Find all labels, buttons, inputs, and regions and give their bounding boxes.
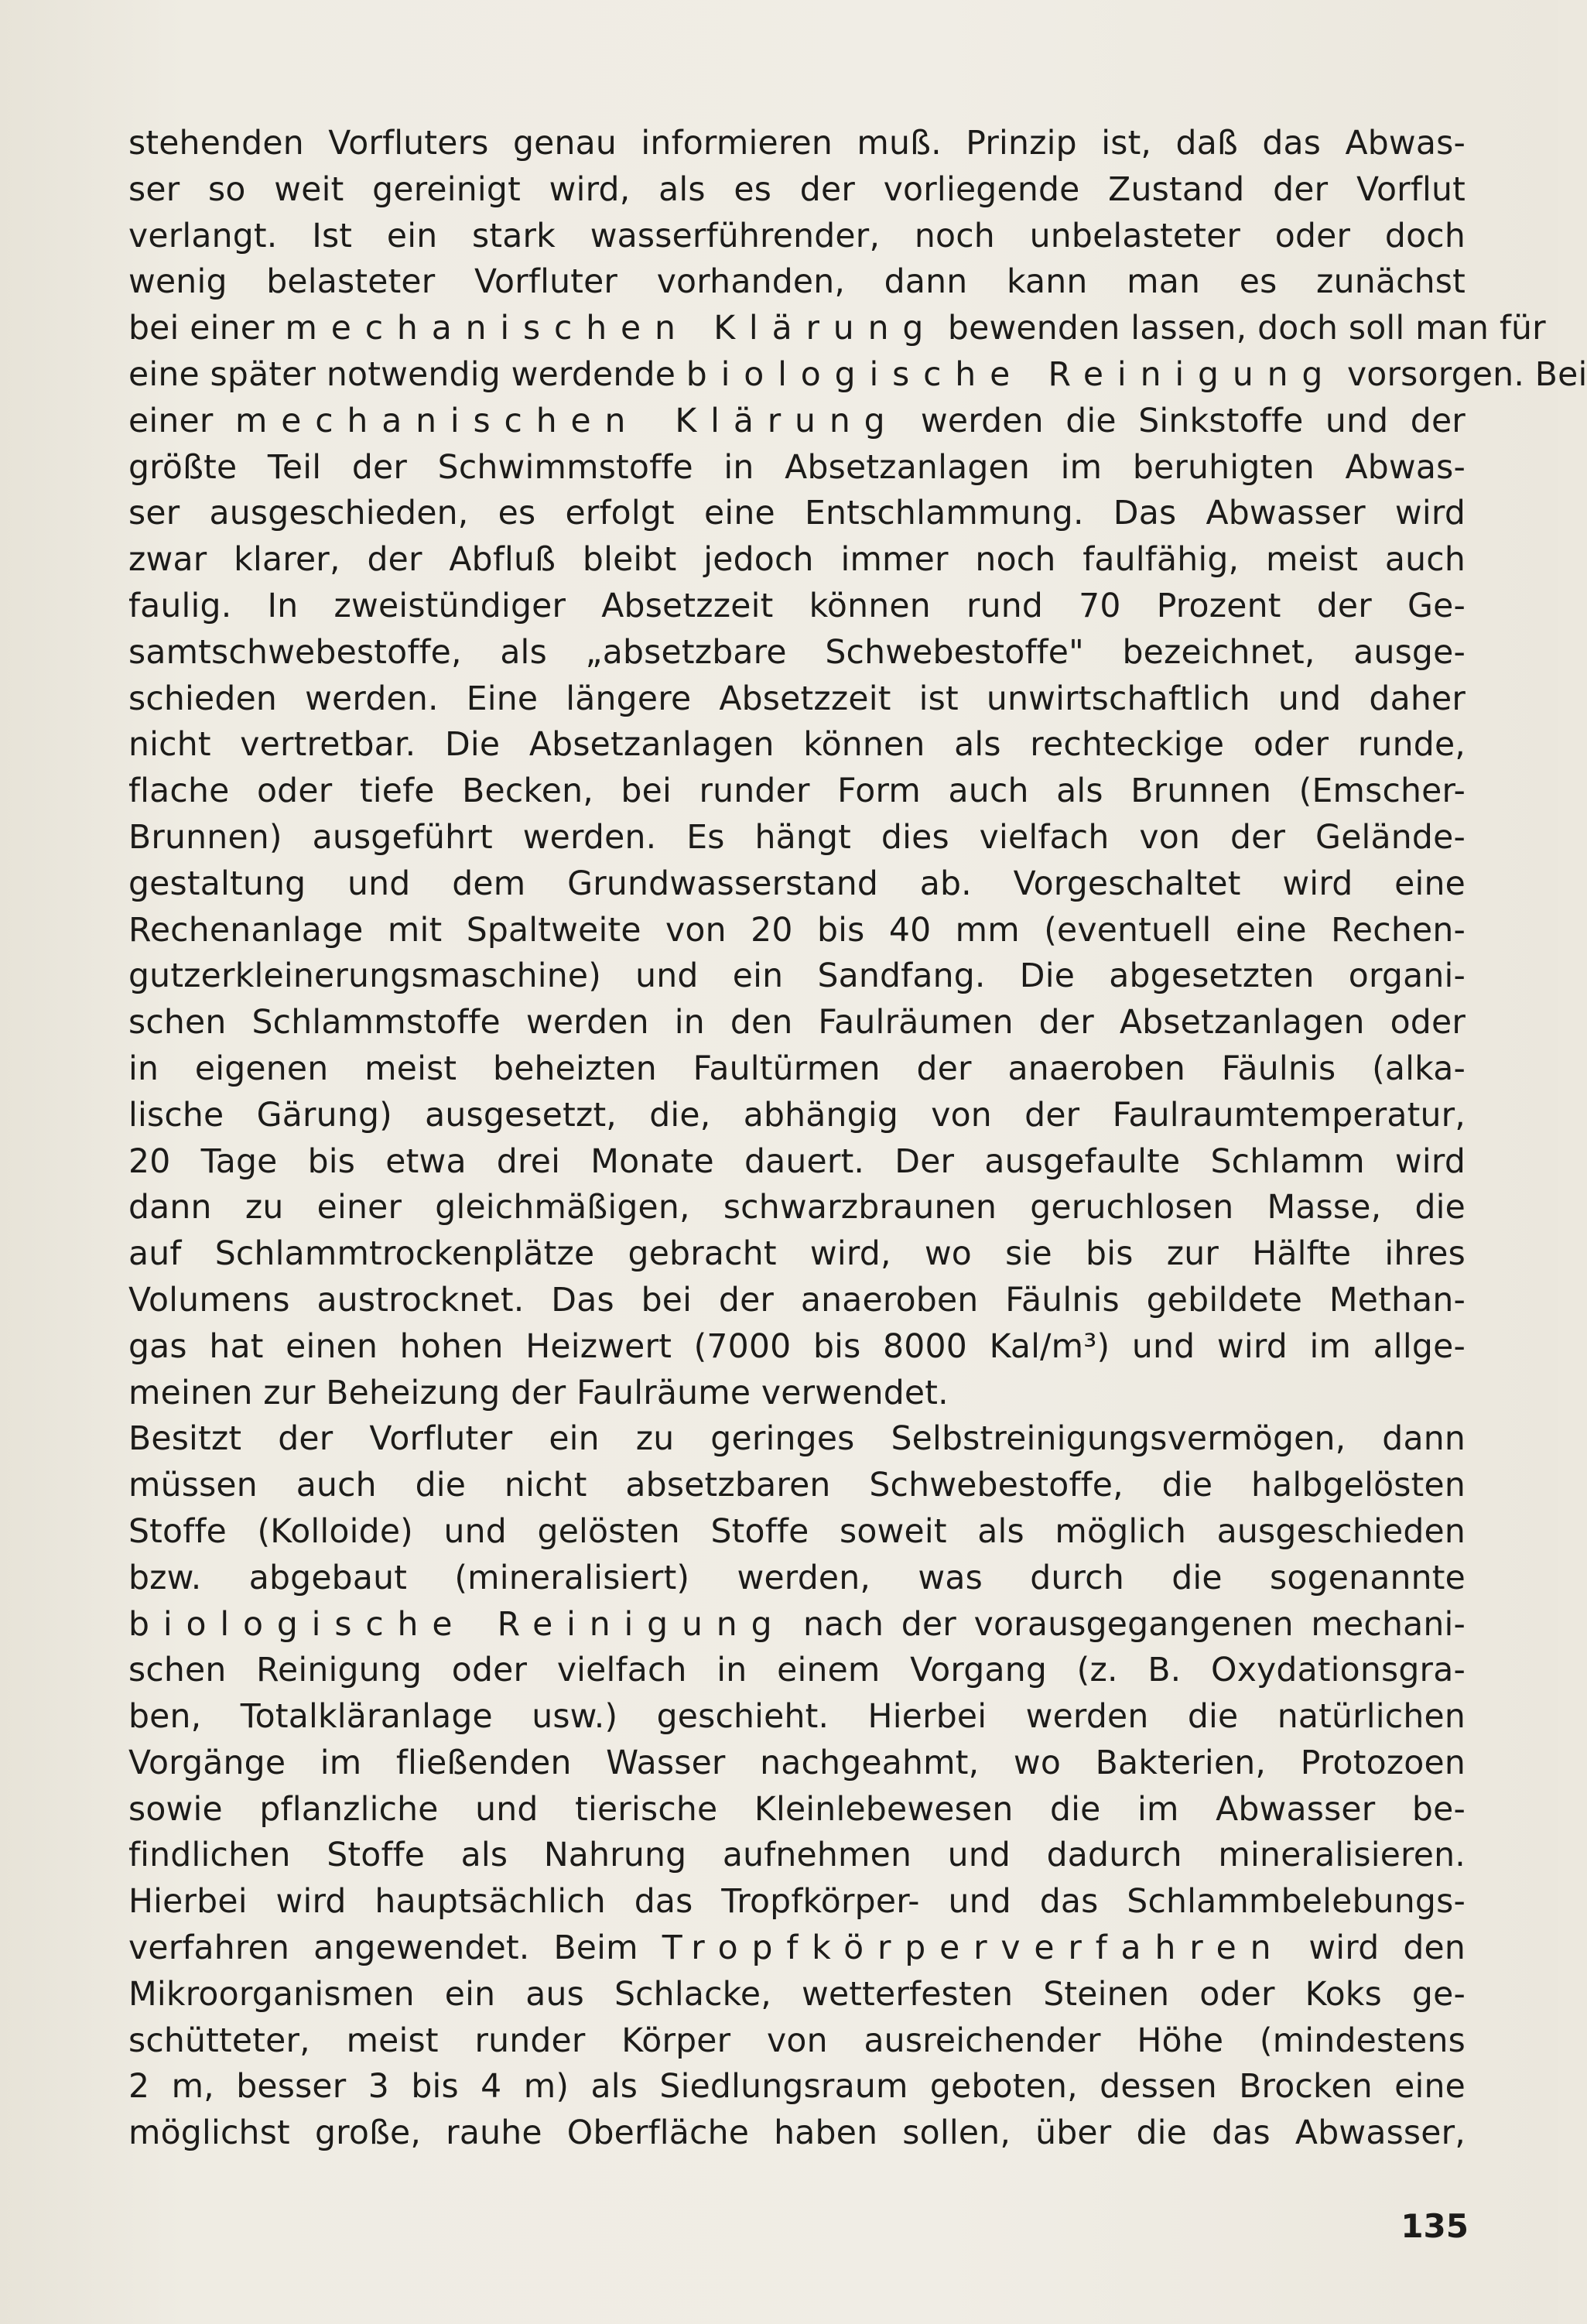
text-line: schen Reinigung oder vielfach in einem Vorgang (z. B. Oxydationsgra- <box>128 1651 1466 1690</box>
emphasized-term: mechanischen Klärung <box>285 310 938 348</box>
text-line: zwar klarer, der Abfluß bleibt jedoch immer noch faulfähig, meist auch <box>128 541 1466 580</box>
text-line-spaced-biologische-reinigung: biologische Reinigung nach der vorausgegangenen mechani- <box>128 1605 1466 1644</box>
text-line-spaced-tropfkoerperverfahren: verfahren angewendet. Beim Tropfkörperverfahren wird den <box>128 1929 1466 1968</box>
text-line: schütteter, meist runder Körper von ausreichender Höhe (mindestens <box>128 2021 1466 2060</box>
text-line: Rechenanlage mit Spaltweite von 20 bis 40 mm (eventuell eine Rechen- <box>128 911 1466 950</box>
text-line: auf Schlammtrockenplätze gebracht wird, wo sie bis zur Hälfte ihres <box>128 1235 1466 1274</box>
text-line: flache oder tiefe Becken, bei runder Form auch als Brunnen (Emscher- <box>128 772 1466 811</box>
emphasized-term: biologische Reinigung <box>686 355 1337 394</box>
text-line: Stoffe (Kolloide) und gelösten Stoffe soweit als möglich ausgeschieden <box>128 1512 1466 1551</box>
text-line: verlangt. Ist ein stark wasserführender, noch unbelasteter oder doch <box>128 217 1466 255</box>
text-line-spaced-mechanische-klaerung: einer mechanischen Klärung werden die Sinkstoffe und der <box>128 402 1466 440</box>
text-line: größte Teil der Schwimmstoffe in Absetzanlagen im beruhigten Abwas- <box>128 448 1466 487</box>
text-line: ser ausgeschieden, es erfolgt eine Entschlammung. Das Abwasser wird <box>128 495 1466 533</box>
text-line: Brunnen) ausgeführt werden. Es hängt dies vielfach von der Gelände- <box>128 818 1466 857</box>
text-line: meinen zur Beheizung der Faulräume verwendet. <box>128 1374 949 1412</box>
text-line: wenig belasteter Vorfluter vorhanden, dann kann man es zunächst <box>128 263 1466 302</box>
text-line: lische Gärung) ausgesetzt, die, abhängig von der Faulraumtemperatur, <box>128 1096 1466 1135</box>
text-line: bei einer mechanischen Klärung bewenden lassen, doch soll man für <box>128 310 1546 348</box>
paragraph-2 <box>128 1416 1466 2157</box>
text-line: gas hat einen hohen Heizwert (7000 bis 8000 Kal/m³) und wird im allge- <box>128 1327 1466 1366</box>
text-line: möglichst große, rauhe Oberfläche haben sollen, über die das Abwasser, <box>128 2114 1466 2153</box>
text-line: gutzerkleinerungsmaschine) und ein Sandfang. Die abgesetzten organi- <box>128 957 1466 996</box>
text-line: eine später notwendig werdende biologische Reinigung vorsorgen. Bei <box>128 355 1587 394</box>
paragraph-1 <box>128 121 1587 1416</box>
page-number: 135 <box>1401 2207 1469 2245</box>
text-line: 20 Tage bis etwa drei Monate dauert. Der ausgefaulte Schlamm wird <box>128 1142 1466 1181</box>
text-line: in eigenen meist beheizten Faultürmen der anaeroben Fäulnis (alka- <box>128 1049 1466 1088</box>
text-line: sowie pflanzliche und tierische Kleinlebewesen die im Abwasser be- <box>128 1790 1466 1829</box>
text-line: nicht vertretbar. Die Absetzanlagen können als rechteckige oder runde, <box>128 726 1466 765</box>
text-line: Hierbei wird hauptsächlich das Tropfkörper- und das Schlammbelebungs- <box>128 1883 1466 1922</box>
text-line: 2 m, besser 3 bis 4 m) als Siedlungsraum geboten, dessen Brocken eine <box>128 2068 1466 2107</box>
text-line: faulig. In zweistündiger Absetzzeit können rund 70 Prozent der Ge- <box>128 587 1466 625</box>
text-line: Besitzt der Vorfluter ein zu geringes Selbstreinigungsvermögen, dann <box>128 1420 1466 1459</box>
text-line: Vorgänge im fließenden Wasser nachgeahmt, wo Bakterien, Protozoen <box>128 1744 1466 1782</box>
emphasized-term: mechanischen Klärung <box>234 402 899 440</box>
text-line: ben, Totalkläranlage usw.) geschieht. Hierbei werden die natürlichen <box>128 1698 1466 1737</box>
text-line: findlichen Stoffe als Nahrung aufnehmen und dadurch mineralisieren. <box>128 1836 1466 1875</box>
text-line: bzw. abgebaut (mineralisiert) werden, was durch die sogenannte <box>128 1559 1466 1597</box>
text-line: Volumens austrocknet. Das bei der anaeroben Fäulnis gebildete Methan- <box>128 1281 1466 1319</box>
text-line: schen Schlammstoffe werden in den Faulräumen der Absetzanlagen oder <box>128 1004 1466 1042</box>
body-text <box>128 121 1587 2157</box>
text-line: samtschwebestoffe, als „absetzbare Schwebestoffe" bezeichnet, ausge- <box>128 633 1466 672</box>
emphasized-term: Tropfkörperverfahren <box>662 1929 1285 1968</box>
text-line: dann zu einer gleichmäßigen, schwarzbraunen geruchlosen Masse, die <box>128 1189 1466 1227</box>
text-line: müssen auch die nicht absetzbaren Schwebestoffe, die halbgelösten <box>128 1467 1466 1505</box>
text-line: ser so weit gereinigt wird, als es der vorliegende Zustand der Vorflut <box>128 170 1466 209</box>
emphasized-term: biologische Reinigung <box>128 1605 786 1644</box>
text-line: Mikroorganismen ein aus Schlacke, wetterfesten Steinen oder Koks ge- <box>128 1975 1466 2014</box>
text-line: stehenden Vorfluters genau informieren muß. Prinzip ist, daß das Abwas- <box>128 125 1466 163</box>
text-line: gestaltung und dem Grundwasserstand ab. Vorgeschaltet wird eine <box>128 864 1466 903</box>
text-line: schieden werden. Eine längere Absetzzeit ist unwirtschaftlich und daher <box>128 679 1466 718</box>
